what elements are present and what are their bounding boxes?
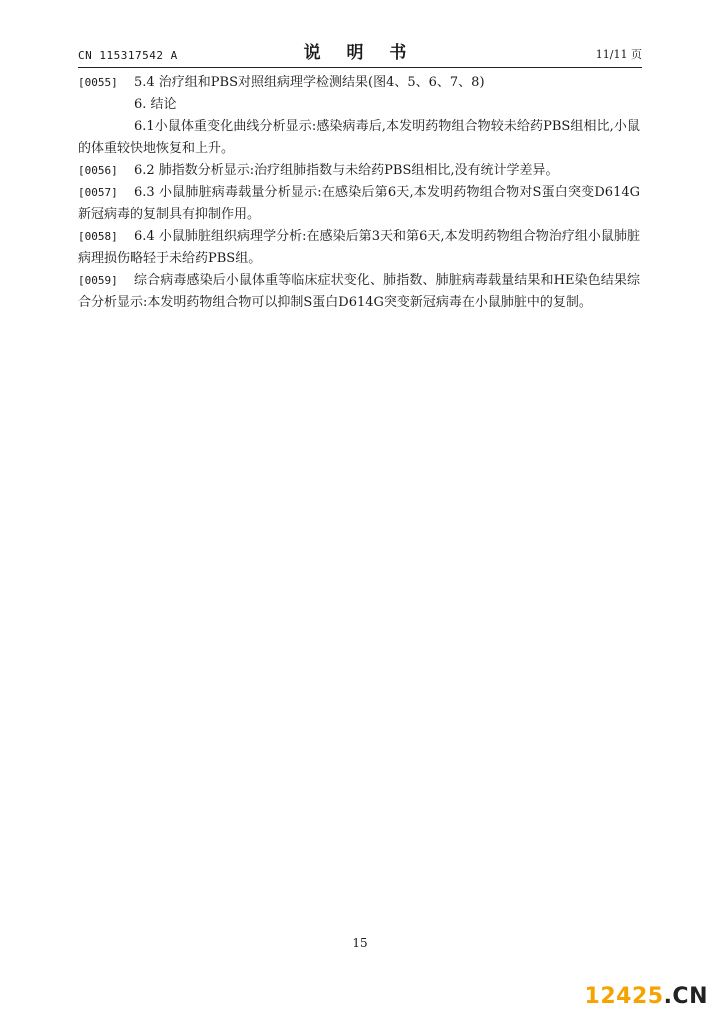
- paragraph-0057: [78, 182, 640, 226]
- paragraph-0059: [78, 270, 640, 314]
- watermark-digits: 12425: [584, 984, 664, 1009]
- paragraph-line: 6.1小鼠体重变化曲线分析显示:感染病毒后,本发明药物组合物较未给药PBS组相比,小鼠的体重较快地恢复和上升。: [78, 119, 640, 156]
- paragraph-0055: [78, 72, 640, 160]
- watermark-domain: .CN: [663, 984, 708, 1009]
- paragraph-line: 综合病毒感染后小鼠体重等临床症状变化、肺指数、肺脏病毒载量结果和HE染色结果综合分析显示:本发明药物组合物可以抑制S蛋白D614G突变新冠病毒在小鼠肺脏中的复制。: [78, 273, 640, 310]
- document-body: [78, 72, 640, 314]
- paragraph-number: [0058]: [78, 230, 118, 243]
- page-header: [78, 40, 642, 66]
- page-indicator: 11/11 页: [595, 48, 642, 61]
- paragraph-number: [0055]: [78, 76, 118, 89]
- site-watermark-logo: [585, 984, 708, 1009]
- paragraph-number: [0056]: [78, 164, 118, 177]
- paragraph-line: 6.2 肺指数分析显示:治疗组肺指数与未给药PBS组相比,没有统计学差异。: [134, 163, 559, 178]
- paragraph-line: 6.4 小鼠肺脏组织病理学分析:在感染后第3天和第6天,本发明药物组合物治疗组小鼠肺脏病理损伤略轻于未给药PBS组。: [78, 229, 640, 266]
- paragraph-number: [0059]: [78, 274, 118, 287]
- paragraph-line: 6.3 小鼠肺脏病毒载量分析显示:在感染后第6天,本发明药物组合物对S蛋白突变D614G新冠病毒的复制具有抑制作用。: [78, 185, 640, 222]
- paragraph-line: 6. 结论: [134, 97, 177, 112]
- header-divider: [78, 67, 642, 68]
- page-number: 15: [352, 936, 368, 950]
- document-title: 说 明 书: [303, 43, 417, 63]
- document-number: CN 115317542 A: [78, 49, 178, 62]
- paragraph-0058: [78, 226, 640, 270]
- paragraph-line: 5.4 治疗组和PBS对照组病理学检测结果(图4、5、6、7、8): [134, 75, 485, 90]
- paragraph-0056: [78, 160, 640, 182]
- paragraph-number: [0057]: [78, 186, 118, 199]
